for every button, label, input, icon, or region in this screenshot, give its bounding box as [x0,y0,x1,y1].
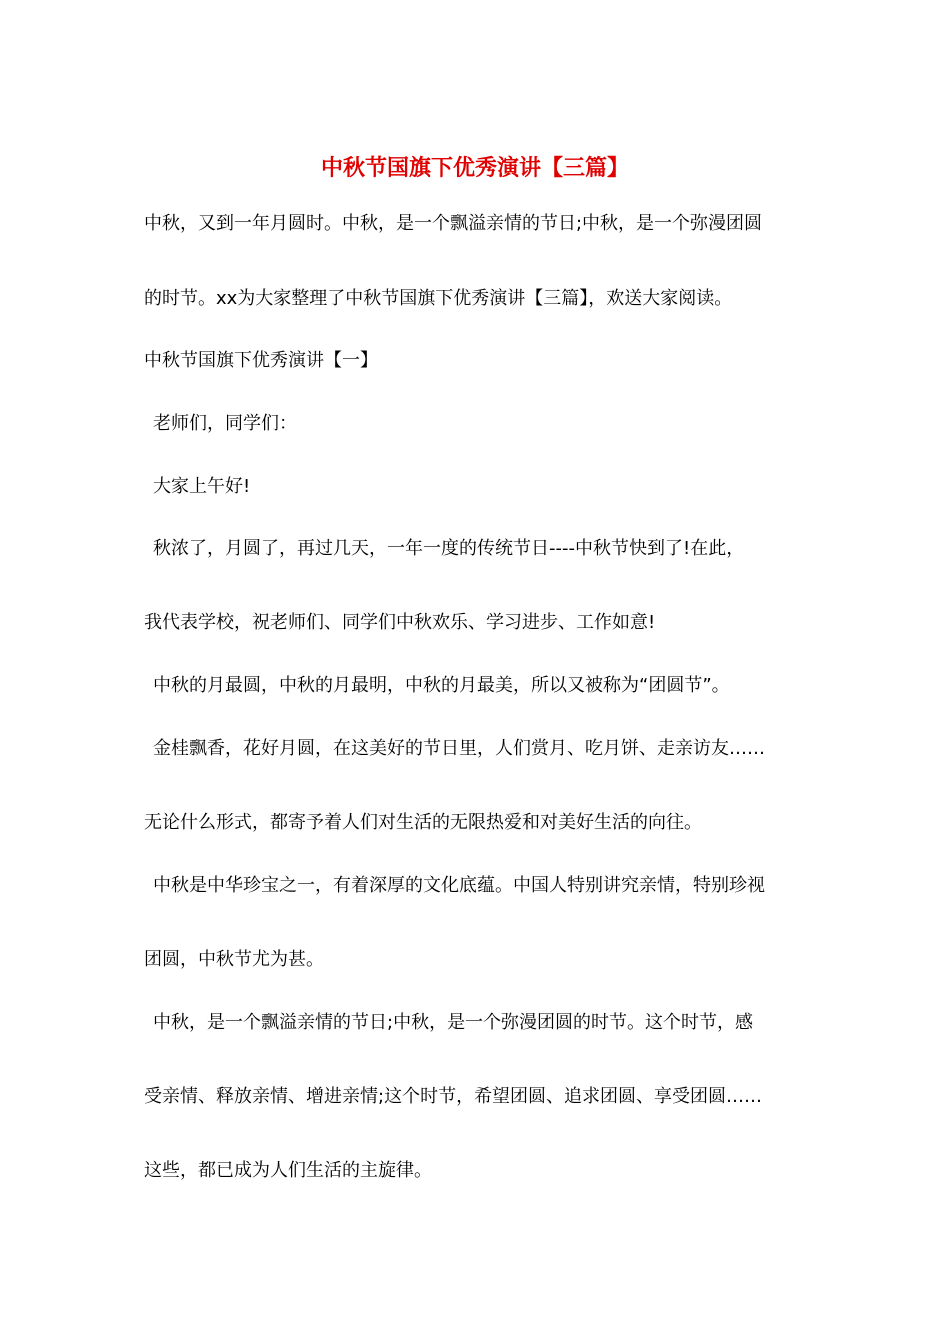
paragraph-line: 中秋是中华珍宝之一，有着深厚的文化底蕴。中国人特别讲究亲情，特别珍视 [153,875,765,896]
paragraph-line: 团圆，中秋节尤为甚。 [144,949,324,970]
paragraph-line: 金桂飘香，花好月圆，在这美好的节日里，人们赏月、吃月饼、走亲访友…… [153,738,765,759]
paragraph-line: 的时节。xx为大家整理了中秋节国旗下优秀演讲【三篇】，欢送大家阅读。 [144,288,733,309]
section-heading: 中秋节国旗下优秀演讲【一】 [144,350,378,371]
paragraph-line: 中秋，是一个飘溢亲情的节日;中秋，是一个弥漫团圆的时节。这个时节，感 [153,1012,754,1033]
paragraph-line: 中秋，又到一年月圆时。中秋，是一个飘溢亲情的节日;中秋，是一个弥漫团圆 [144,213,763,234]
document-title: 中秋节国旗下优秀演讲【三篇】 [320,155,629,181]
paragraph-line: 秋浓了，月圆了，再过几天，一年一度的传统节日----中秋节快到了!在此， [153,538,745,559]
paragraph-line: 大家上午好! [153,476,251,497]
paragraph-line: 受亲情、释放亲情、增进亲情;这个时节，希望团圆、追求团圆、享受团圆…… [144,1086,763,1107]
paragraph-line: 这些，都已成为人们生活的主旋律。 [144,1160,432,1181]
paragraph-line: 老师们，同学们： [153,413,297,434]
paragraph-line: 中秋的月最圆，中秋的月最明，中秋的月最美，所以又被称为“团圆节”。 [153,675,730,696]
paragraph-line: 无论什么形式，都寄予着人们对生活的无限热爱和对美好生活的向往。 [144,812,702,833]
paragraph-line: 我代表学校，祝老师们、同学们中秋欢乐、学习进步、工作如意! [144,612,656,633]
